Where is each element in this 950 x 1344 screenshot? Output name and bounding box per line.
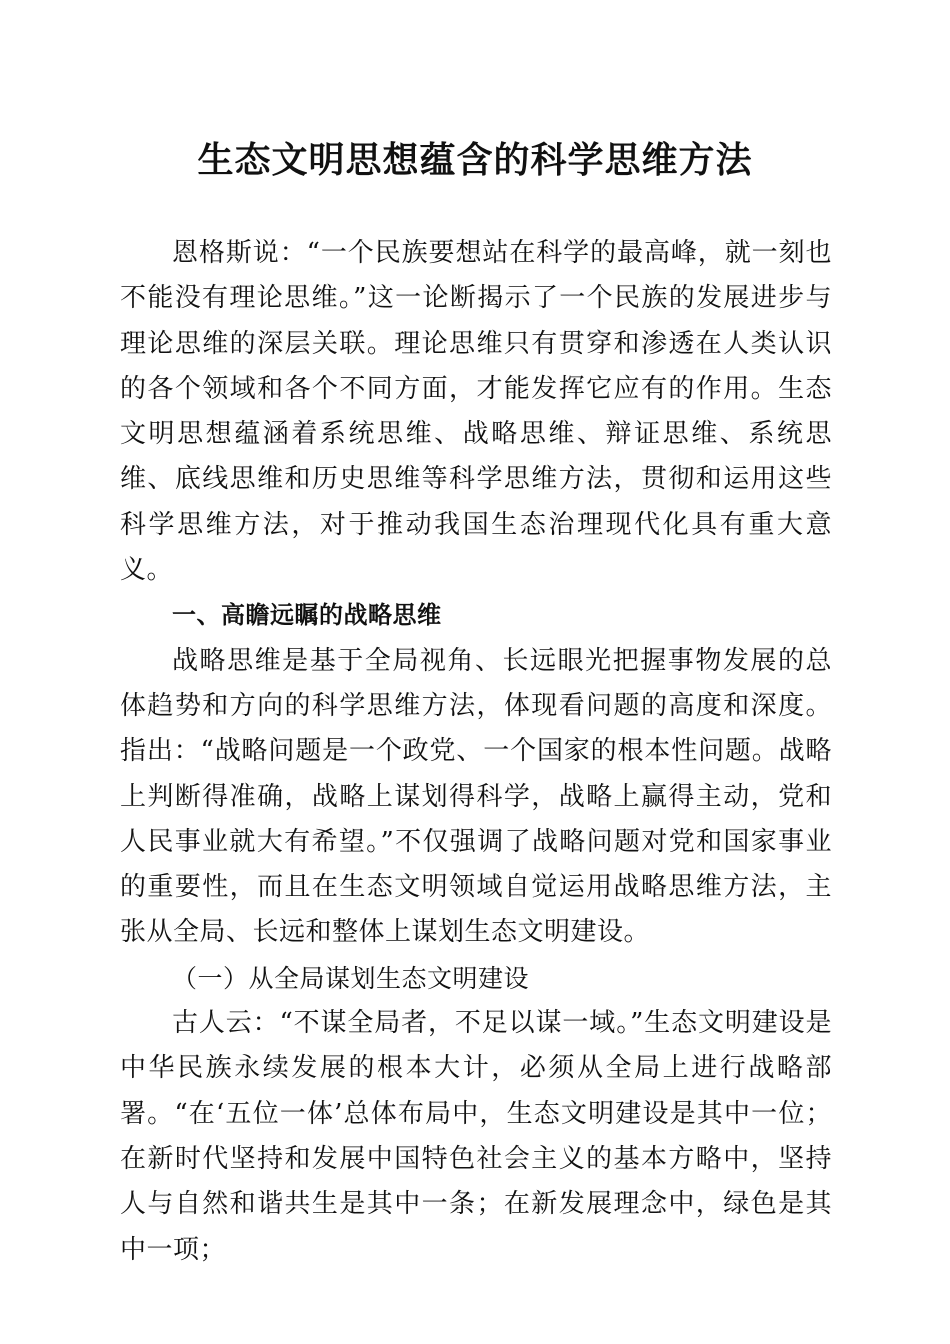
document-title: 生态文明思想蕴含的科学思维方法 <box>197 139 753 181</box>
section-paragraph: 战略思维是基于全局视角、长远眼光把握事物发展的总体趋势和方向的科学思维方法，体现看问题的高度和深度。指出：“战略问题是一个政党、一个国家的根本性问题。战略上判断得准确，战略上谋划得科学，战略上赢得主动，党和人民事业就大有希望。”不仅强调了战略问题对党和国家事业的重要性，而且在生态文明领域自觉运用战略思维方法，主张从全局、长远和整体上谋划生态文明建设。 <box>120 645 832 948</box>
subsection-heading: （一）从全局谋划生态文明建设 <box>172 963 530 993</box>
document-body <box>120 231 832 1273</box>
intro-paragraph: 恩格斯说：“一个民族要想站在科学的最高峰，就一刻也不能没有理论思维。”这一论断揭示了一个民族的发展进步与理论思维的深层关联。理论思维只有贯穿和渗透在人类认识的各个领域和各个不同方面，才能发挥它应有的作用。生态文明思想蕴涵着系统思维、战略思维、辩证思维、系统思维、底线思维和历史思维等科学思维方法，贯彻和运用这些科学思维方法，对于推动我国生态治理现代化具有重大意义。 <box>120 238 832 586</box>
section-heading: 一、高瞻远瞩的战略思维 <box>172 601 442 630</box>
subsection-paragraph: 古人云：“不谋全局者，不足以谋一域。”生态文明建设是中华民族永续发展的根本大计，必须从全局上进行战略部署。“在‘五位一体’总体布局中，生态文明建设是其中一位；在新时代坚持和发展中国特色社会主义的基本方略中，坚持人与自然和谐共生是其中一条；在新发展理念中，绿色是其中一项； <box>120 1008 832 1265</box>
